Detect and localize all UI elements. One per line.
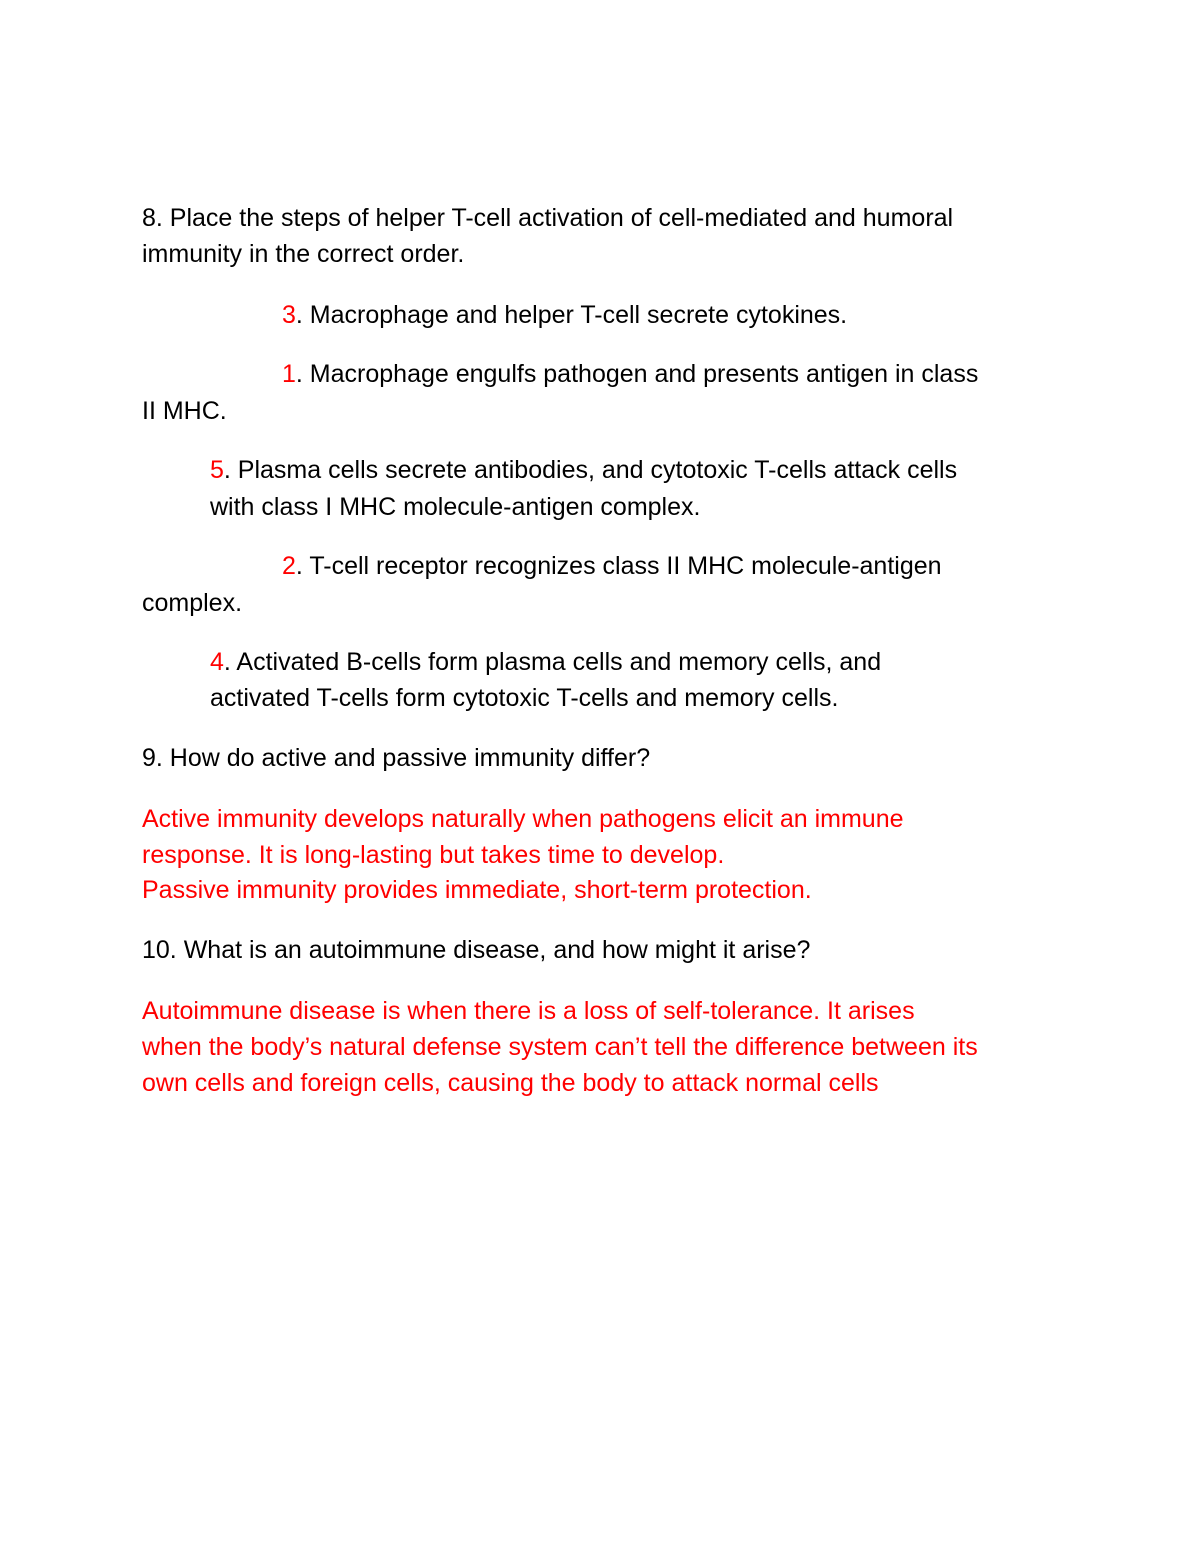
step-text-continuation: with class I MHC molecule-antigen complex. — [210, 493, 701, 521]
step-number: 2 — [282, 552, 296, 580]
q9-answer-line-3: Passive immunity provides immediate, short-term protection. — [142, 876, 812, 904]
step-number: 1 — [282, 360, 296, 388]
q9-answer-line-2: response. It is long-lasting but takes time to develop. — [142, 841, 725, 869]
step-number: 4 — [210, 648, 224, 676]
step-text: . Macrophage engulfs pathogen and presents antigen in class — [295, 360, 979, 388]
step-number: 3 — [282, 301, 296, 329]
q10-answer-line-1: Autoimmune disease is when there is a loss of self-tolerance. It arises — [142, 997, 915, 1025]
q8-step-item — [210, 452, 957, 488]
step-text: . Macrophage and helper T-cell secrete cytokines. — [295, 301, 848, 329]
q8-step-item — [210, 644, 881, 680]
q8-question-line-1: 8. Place the steps of helper T-cell activation of cell-mediated and humoral — [142, 204, 954, 232]
step-text: . Activated B-cells form plasma cells and memory cells, and — [223, 648, 882, 676]
step-text: . Plasma cells secrete antibodies, and cytotoxic T-cells attack cells — [223, 456, 958, 484]
q9-answer-line-1: Active immunity develops naturally when pathogens elicit an immune — [142, 805, 904, 833]
q8-step-item — [282, 356, 978, 392]
step-text: . T-cell receptor recognizes class II MHC molecule-antigen — [295, 552, 942, 580]
q8-step-item — [282, 297, 847, 333]
q10-question: 10. What is an autoimmune disease, and how might it arise? — [142, 936, 811, 964]
step-number: 5 — [210, 456, 224, 484]
q8-step-item — [282, 548, 942, 584]
step-text-continuation: complex. — [142, 589, 243, 617]
step-text-continuation: activated T-cells form cytotoxic T-cells and memory cells. — [210, 684, 839, 712]
step-text-continuation: II MHC. — [142, 397, 227, 425]
q10-answer-line-3: own cells and foreign cells, causing the body to attack normal cells — [142, 1069, 879, 1097]
q10-answer-line-2: when the body’s natural defense system can’t tell the difference between its — [142, 1033, 978, 1061]
q8-question-line-2: immunity in the correct order. — [142, 240, 465, 268]
q9-question: 9. How do active and passive immunity differ? — [142, 744, 651, 772]
